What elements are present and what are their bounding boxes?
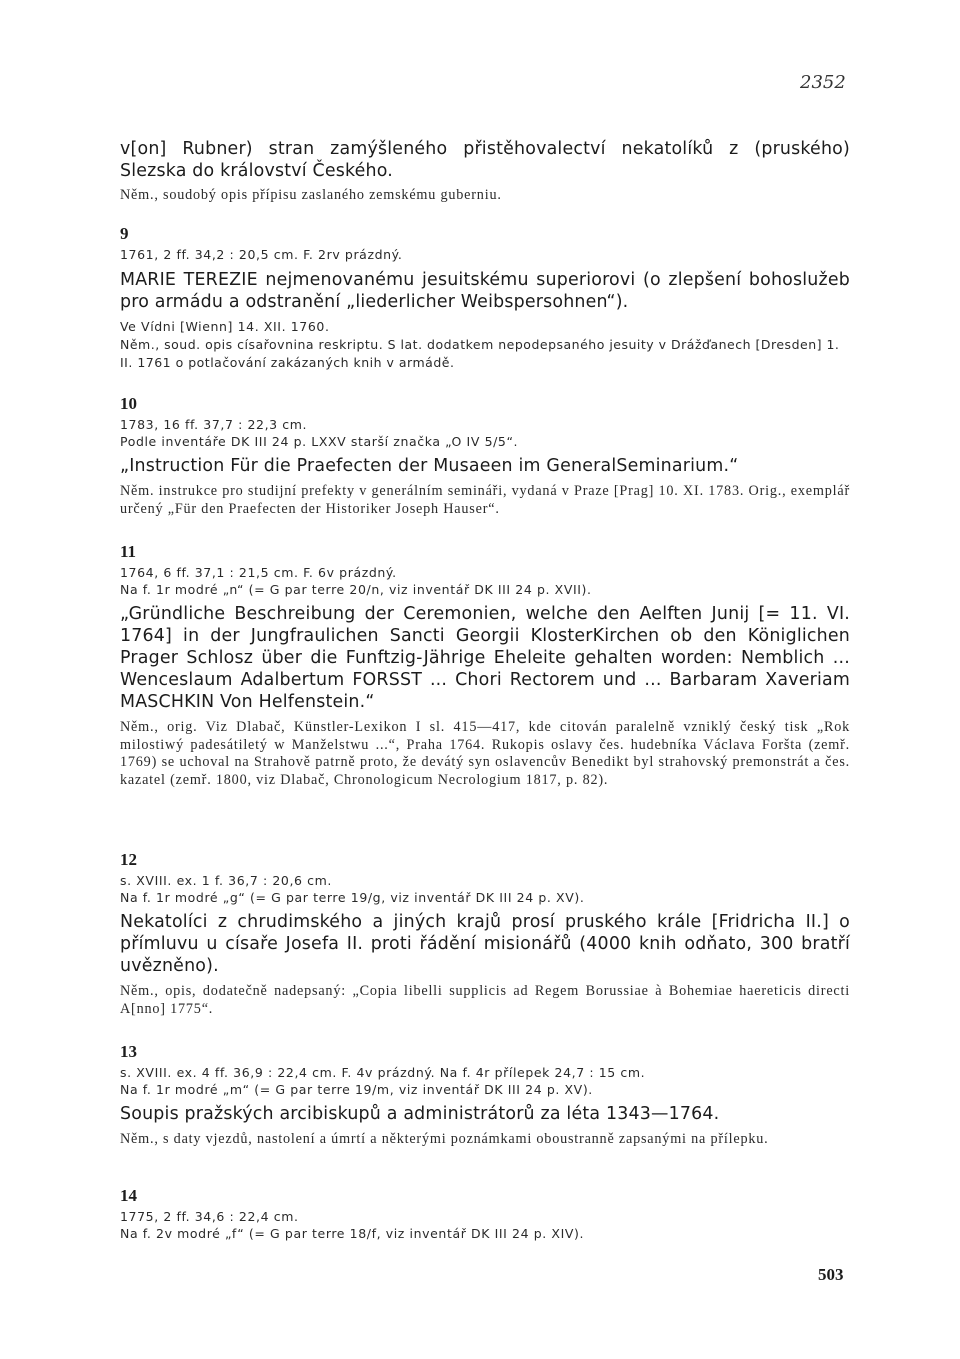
- entry-title: „Instruction Für die Praefecten der Musaeen im GeneralSeminarium.“: [120, 456, 739, 476]
- entry-9: [120, 224, 850, 371]
- entry-number: 9: [120, 224, 129, 243]
- entry-number: 13: [120, 1042, 137, 1061]
- entry-meta: 1761, 2 ff. 34,2 : 20,5 cm. F. 2rv prázdný.: [120, 247, 403, 262]
- intro-note: Něm., soudobý opis přípisu zaslaného zemskému guberniu.: [120, 187, 502, 203]
- entry-note: Něm., orig. Viz Dlabač, Künstler-Lexikon I sl. 415—417, kde citován paralelně vzniklý český tisk „Rok milostiwý padesátiletý w Manželstwu ...“, Praha 1764. Rukopis oslavy čes. hudebníka Václava Foršta (zemř. 1769) se uchoval na Strahově patrně proto, že devátý syn oslavencův Benedikt byl strahovský premonstrát a čes. kazatel (zemř. 1800, viz Dlabač, Chronologicum Necrologium 1817, p. 82).: [120, 719, 850, 788]
- entry-meta: Na f. 1r modré „m“ (= G par terre 19/m, viz inventář DK III 24 p. XV).: [120, 1082, 593, 1097]
- entry-title: „Gründliche Beschreibung der Ceremonien, welche den Aelften Junij [= 11. VI. 1764] in der Jungfraulichen Sancti Georgii KlosterKirchen ob den Königlichen Prager Schlosz über die Funftzig-Jährige Eheleite gehalten worden: Nemblich ... Wenceslaum Adalbertum FORSST ... Chori Rectorem und ... Barbaram Xaveriam MASCHKIN Von Helfenstein.“: [120, 604, 850, 712]
- entry-14: [120, 1186, 850, 1242]
- entry-meta: s. XVIII. ex. 1 f. 36,7 : 20,6 cm.: [120, 873, 332, 888]
- entry-meta: 1775, 2 ff. 34,6 : 22,4 cm.: [120, 1209, 299, 1224]
- entry-note: Něm., s daty vjezdů, nastolení a úmrtí a některými poznámkami oboustranně zapsanými na přílepku.: [120, 1131, 769, 1147]
- intro-title: v[on] Rubner) stran zamýšleného přistěhovalectví nekatolíků z (pruského) Slezska do království Českého.: [120, 139, 850, 181]
- entry-title: Soupis pražských arcibiskupů a administrátorů za léta 1343—1764.: [120, 1104, 720, 1124]
- entry-meta: Na f. 2v modré „f“ (= G par terre 18/f, viz inventář DK III 24 p. XIV).: [120, 1226, 585, 1241]
- entry-10: [120, 394, 850, 518]
- entry-13: [120, 1042, 850, 1149]
- entry-meta: 1783, 16 ff. 37,7 : 22,3 cm.: [120, 417, 308, 432]
- entry-number: 14: [120, 1186, 137, 1205]
- entry-12: [120, 850, 850, 1018]
- entry-number: 12: [120, 850, 137, 869]
- entry-11: [120, 542, 850, 789]
- page-header-number: 2352: [800, 72, 846, 93]
- entry-meta: Podle inventáře DK III 24 p. LXXV starší značka „O IV 5/5“.: [120, 434, 519, 449]
- entry-meta: Na f. 1r modré „g“ (= G par terre 19/g, viz inventář DK III 24 p. XV).: [120, 890, 585, 905]
- entry-title: MARIE TEREZIE nejmenovanému jesuitskému superiorovi (o zlepšení bohoslužeb pro armádu a odstranění „liederlicher Weibspersohnen“).: [120, 270, 850, 312]
- entry-note: Něm. instrukce pro studijní prefekty v generálním semináři, vydaná v Praze [Prag] 10. XI. 1783. Orig., exemplář určený „Für den Praefecten der Historiker Joseph Hauser“.: [120, 483, 850, 517]
- entry-note: Ve Vídni [Wienn] 14. XII. 1760.: [120, 319, 330, 334]
- entry-title: Nekatolíci z chrudimského a jiných krajů prosí pruského krále [Fridricha II.] o přímluvu u císaře Josefa II. proti řádění misionářů (4000 knih odňato, 300 bratří uvězněno).: [120, 912, 850, 976]
- intro-block: [120, 138, 850, 205]
- entry-number: 11: [120, 542, 137, 561]
- entry-meta: Na f. 1r modré „n“ (= G par terre 20/n, viz inventář DK III 24 p. XVII).: [120, 582, 592, 597]
- entry-note: Něm., opis, dodatečně nadepsaný: „Copia libelli supplicis ad Regem Borussiae à Bohemiae haereticis directi A[nno] 1775“.: [120, 983, 850, 1017]
- page-footer-number: 503: [818, 1265, 844, 1284]
- entry-meta: 1764, 6 ff. 37,1 : 21,5 cm. F. 6v prázdný.: [120, 565, 397, 580]
- entry-note: Něm., soud. opis císařovnina reskriptu. S lat. dodatkem nepodepsaného jesuity v Drážďanech [Dresden] 1. II. 1761 o potlačování zakázaných knih v armádě.: [120, 337, 840, 370]
- entry-meta: s. XVIII. ex. 4 ff. 36,9 : 22,4 cm. F. 4v prázdný. Na f. 4r přílepek 24,7 : 15 cm.: [120, 1065, 646, 1080]
- entry-number: 10: [120, 394, 137, 413]
